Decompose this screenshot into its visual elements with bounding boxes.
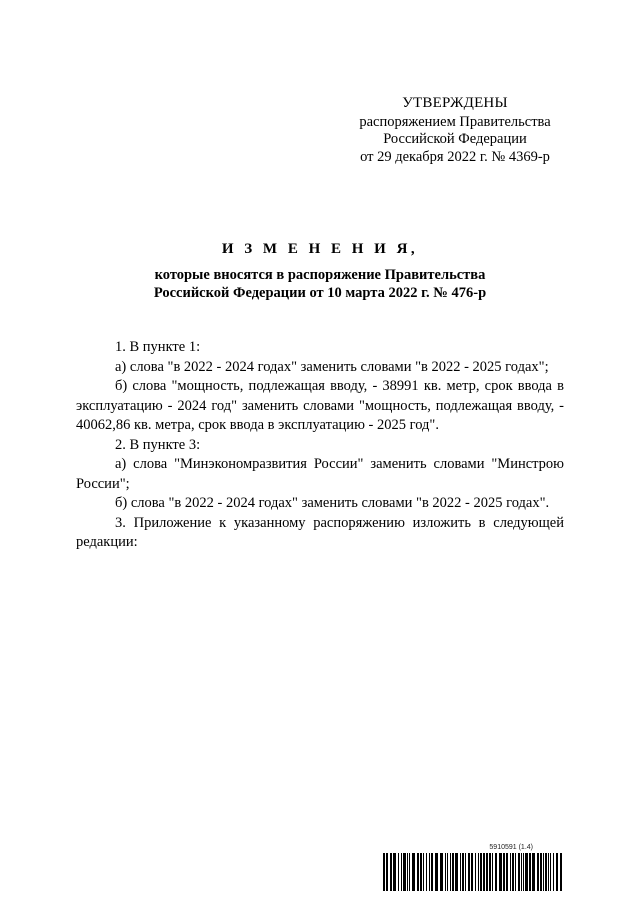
- paragraph-item-2b: б) слова "в 2022 - 2024 годах" заменить словами "в 2022 - 2025 годах".: [115, 495, 550, 511]
- subtitle-line: которые вносятся в распоряжение Правительства: [154, 267, 486, 283]
- document-body: [76, 338, 564, 553]
- subtitle-line: Российской Федерации от 10 марта 2022 г. № 476-р: [153, 285, 487, 301]
- approval-stamp: [340, 95, 570, 166]
- paragraph-item-1: 1. В пункте 1:: [115, 339, 201, 355]
- approval-date-number: от 29 декабря 2022 г. № 4369-р: [360, 148, 550, 165]
- approval-line: Российской Федерации: [383, 131, 527, 147]
- paragraph-item-3: 3. Приложение к указанному распоряжению изложить в следующей редакции:: [76, 514, 564, 550]
- approval-line: распоряжением Правительства: [359, 113, 551, 130]
- document-subtitle: [60, 266, 580, 302]
- barcode-bars: [383, 853, 565, 891]
- barcode-label: 5910591 (1.4): [489, 844, 533, 851]
- paragraph-item-1a: а) слова "в 2022 - 2024 годах" заменить словами "в 2022 - 2025 годах";: [115, 358, 549, 375]
- barcode: [383, 844, 565, 892]
- title-main: И З М Е Н Е Н И Я,: [221, 241, 419, 257]
- paragraph-item-2: 2. В пункте 3:: [115, 436, 201, 453]
- approval-heading: УТВЕРЖДЕНЫ: [402, 95, 508, 111]
- paragraph-item-2a: а) слова "Минэкономразвития России" заменить словами "Минстрою России";: [76, 456, 564, 492]
- paragraph-item-1b: б) слова "мощность, подлежащая вводу, - 38991 кв. метр, срок ввода в эксплуатацию - 2024 год" заменить словами "мощность, подлежащая вводу, - 40062,86 кв. метра, срок ввода в эксплуатацию - 2025 год".: [76, 378, 564, 433]
- document-title: [60, 241, 580, 258]
